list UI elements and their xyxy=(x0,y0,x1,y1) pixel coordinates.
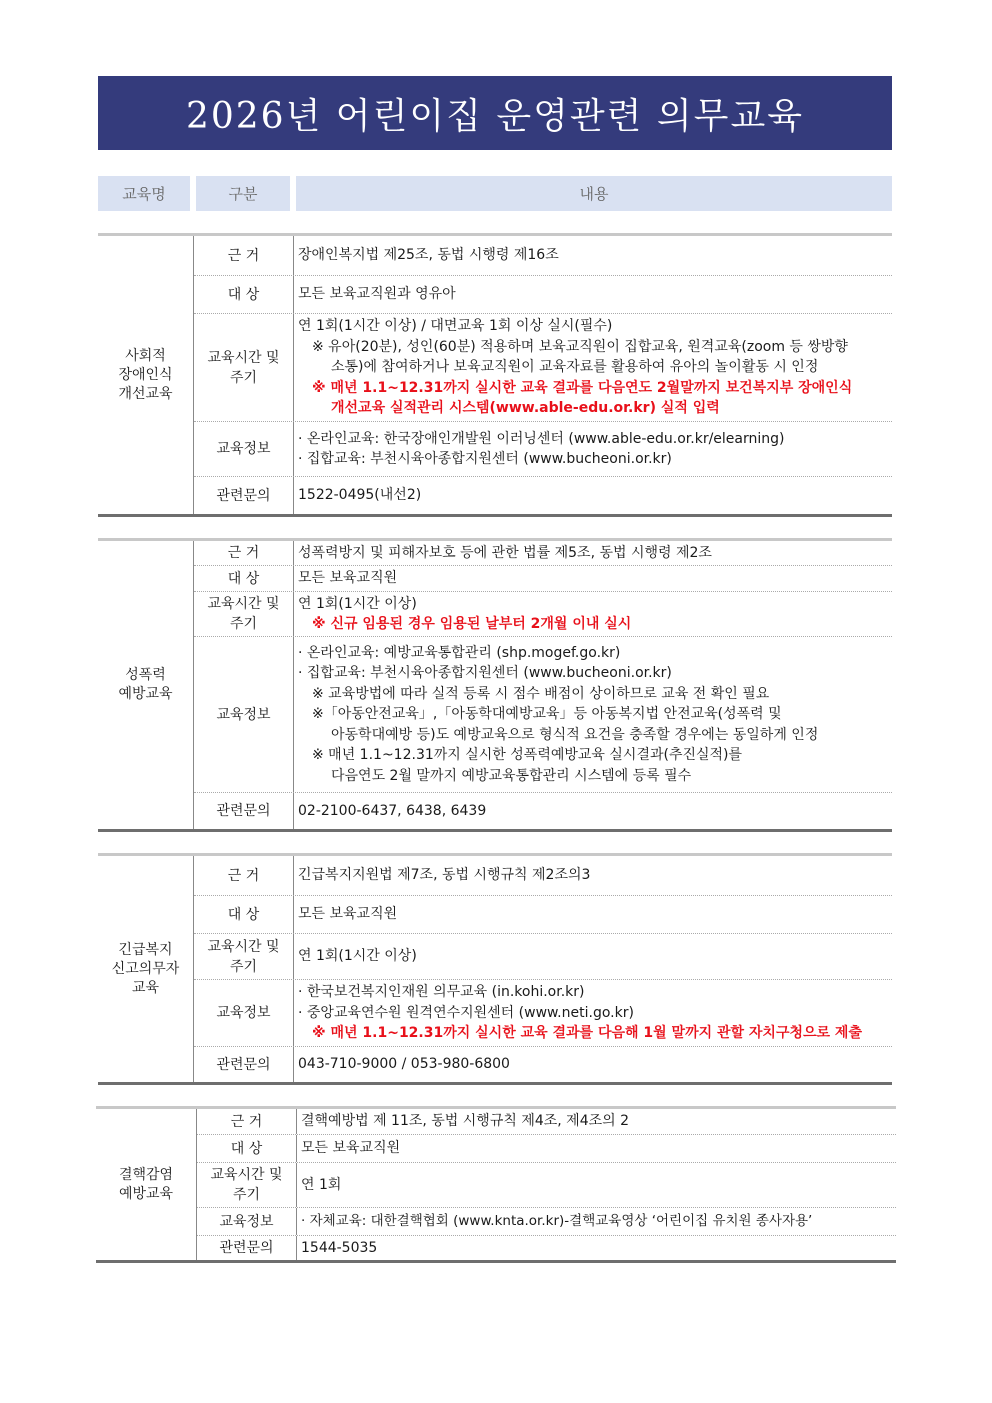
row-label: 교육시간 및 주기 xyxy=(194,934,294,979)
row-content xyxy=(298,422,888,476)
row-label: 대 상 xyxy=(194,276,294,313)
row-basis xyxy=(197,1109,896,1135)
row-education-info xyxy=(194,422,892,477)
content-line: ※ 교육방법에 따라 실적 등록 시 점수 배점이 상이하므로 교육 전 확인 필요 xyxy=(312,685,770,702)
row-content xyxy=(298,477,888,514)
row-label: 근 거 xyxy=(194,856,294,895)
row-label: 교육시간 및 주기 xyxy=(194,592,294,636)
row-label: 관련문의 xyxy=(194,477,294,514)
row-label: 대 상 xyxy=(194,896,294,933)
section-sexual-violence-prevention xyxy=(98,538,892,832)
content-line: 모든 보육교직원 xyxy=(298,906,398,923)
content-line: 모든 보육교직원과 영유아 xyxy=(298,286,456,303)
row-label: 근 거 xyxy=(194,541,294,565)
row-target xyxy=(197,1135,896,1163)
row-content xyxy=(298,592,888,636)
row-label: 교육정보 xyxy=(197,1208,297,1235)
row-content xyxy=(301,1135,892,1162)
content-line: 아동학대예방 등)도 예방교육으로 형식적 요건을 충족할 경우에는 동일하게 인정 xyxy=(331,726,819,743)
row-target xyxy=(194,566,892,592)
row-basis xyxy=(194,236,892,276)
row-time-period xyxy=(194,934,892,980)
row-time-period xyxy=(197,1163,896,1208)
table-header xyxy=(98,176,892,211)
content-line: ※ 매년 1.1~12.31까지 실시한 교육 결과를 다음해 1월 말까지 관할 자치구청으로 제출 xyxy=(312,1025,862,1042)
content-line: · 온라인교육: 예방교육통합관리 (shp.mogef.go.kr) xyxy=(298,644,621,661)
row-content xyxy=(298,637,888,792)
section-tuberculosis-prevention xyxy=(96,1106,896,1263)
row-label: 근 거 xyxy=(194,236,294,275)
row-content xyxy=(298,934,888,979)
content-line: 연 1회(1시간 이상) xyxy=(298,595,417,612)
row-label: 교육정보 xyxy=(194,422,294,476)
row-content xyxy=(298,566,888,591)
row-contact xyxy=(194,477,892,514)
content-line: · 한국보건복지인재원 의무교육 (in.kohi.or.kr) xyxy=(298,984,585,1001)
row-content xyxy=(298,896,888,933)
header-education-name: 교육명 xyxy=(98,176,190,211)
row-label: 관련문의 xyxy=(194,1047,294,1082)
row-content xyxy=(298,1047,888,1082)
content-line: 성폭력방지 및 피해자보호 등에 관한 법률 제5조, 동법 시행령 제2조 xyxy=(298,544,712,561)
content-line: ※ 신규 임용된 경우 임용된 날부터 2개월 이내 실시 xyxy=(312,616,632,632)
row-label: 교육시간 및 주기 xyxy=(197,1163,297,1207)
row-basis xyxy=(194,541,892,566)
row-contact xyxy=(197,1236,896,1260)
section-name: 결핵감염 예방교육 xyxy=(96,1109,197,1260)
row-label: 관련문의 xyxy=(194,793,294,829)
row-time-period xyxy=(194,592,892,637)
row-content xyxy=(298,276,888,313)
page-title: 2026년 어린이집 운영관련 의무교육 xyxy=(98,76,892,150)
row-content xyxy=(301,1208,892,1235)
row-basis xyxy=(194,856,892,896)
content-line: 모든 보육교직원 xyxy=(298,570,398,587)
content-line: 결핵예방법 제 11조, 동법 시행규칙 제4조, 제4조의 2 xyxy=(301,1113,630,1130)
row-target xyxy=(194,896,892,934)
content-line: 연 1회(1시간 이상) xyxy=(298,948,417,965)
row-label: 대 상 xyxy=(197,1135,297,1162)
row-education-info xyxy=(197,1208,896,1236)
content-line: · 온라인교육: 한국장애인개발원 이러닝센터 (www.able-edu.or.kr/elearning) xyxy=(298,430,785,447)
content-line: 연 1회(1시간 이상) / 대면교육 1회 이상 실시(필수) xyxy=(298,318,613,335)
row-content xyxy=(298,314,888,421)
content-line: ※「아동안전교육」,「아동학대예방교육」등 아동복지법 안전교육(성폭력 및 xyxy=(312,706,782,723)
row-label: 근 거 xyxy=(197,1109,297,1134)
content-line: 소통)에 참여하거나 보육교직원이 교육자료를 활용하여 유아의 놀이활동 시 인정 xyxy=(331,359,819,376)
content-line: ※ 매년 1.1~12.31까지 실시한 성폭력예방교육 실시결과(추진실적)를 xyxy=(312,747,743,764)
content-line: 043-710-9000 / 053-980-6800 xyxy=(298,1056,510,1073)
header-content: 내용 xyxy=(296,176,892,211)
content-line: 장애인복지법 제25조, 동법 시행령 제16조 xyxy=(298,247,559,264)
content-line: · 자체교육: 대한결핵협회 (www.knta.or.kr)-결핵교육영상 ‘어린이집 유치원 종사자용’ xyxy=(301,1213,813,1230)
row-content xyxy=(301,1163,892,1207)
content-line: 연 1회 xyxy=(301,1176,342,1193)
section-name: 긴급복지 신고의무자 교육 xyxy=(98,856,194,1082)
content-line: ※ 유아(20분), 성인(60분) 적용하며 보육교직원이 집합교육, 원격교육(zoom 등 쌍방향 xyxy=(312,338,848,355)
row-content xyxy=(298,236,888,275)
content-line: 1544-5035 xyxy=(301,1239,378,1256)
row-content xyxy=(301,1109,892,1134)
row-education-info xyxy=(194,980,892,1047)
content-line: 모든 보육교직원 xyxy=(301,1140,401,1157)
content-line: 02-2100-6437, 6438, 6439 xyxy=(298,802,487,819)
row-content xyxy=(298,980,888,1046)
row-content xyxy=(301,1236,892,1260)
content-line: · 집합교육: 부천시육아종합지원센터 (www.bucheoni.or.kr) xyxy=(298,451,672,467)
section-emergency-welfare-reporter xyxy=(98,853,892,1085)
row-content xyxy=(298,541,888,565)
row-label: 교육시간 및 주기 xyxy=(194,314,294,421)
row-label: 교육정보 xyxy=(194,980,294,1046)
content-line: ※ 매년 1.1~12.31까지 실시한 교육 결과를 다음연도 2월말까지 보건복지부 장애인식 xyxy=(312,379,853,396)
section-name: 사회적 장애인식 개선교육 xyxy=(98,236,194,514)
row-contact xyxy=(194,793,892,829)
section-disability-awareness xyxy=(98,233,892,517)
content-line: 다음연도 2월 말까지 예방교육통합관리 시스템에 등록 필수 xyxy=(331,767,692,784)
row-label: 교육정보 xyxy=(194,637,294,792)
row-content xyxy=(298,856,888,895)
content-line: 긴급복지지원법 제7조, 동법 시행규칙 제2조의3 xyxy=(298,867,591,884)
header-category: 구분 xyxy=(196,176,290,211)
row-contact xyxy=(194,1047,892,1082)
row-label: 대 상 xyxy=(194,566,294,591)
row-target xyxy=(194,276,892,314)
row-time-period xyxy=(194,314,892,422)
content-line: · 중앙교육연수원 원격연수지원센터 (www.neti.go.kr) xyxy=(298,1004,634,1021)
row-content xyxy=(298,793,888,829)
row-education-info xyxy=(194,637,892,793)
section-name: 성폭력 예방교육 xyxy=(98,541,194,829)
row-label: 관련문의 xyxy=(197,1236,297,1260)
content-line: 개선교육 실적관리 시스템(www.able-edu.or.kr) 실적 입력 xyxy=(331,400,720,417)
content-line: · 집합교육: 부천시육아종합지원센터 (www.bucheoni.or.kr) xyxy=(298,665,672,682)
content-line: 1522-0495(내선2) xyxy=(298,487,422,504)
